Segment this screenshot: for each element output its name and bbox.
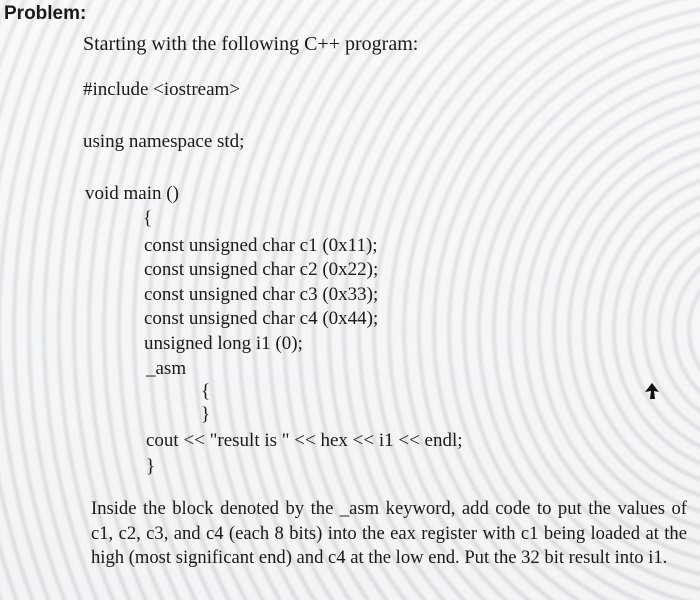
problem-heading: Problem: [4, 3, 87, 24]
code-include: #include <iostream> [83, 79, 241, 100]
code-main-signature: void main () [85, 183, 179, 204]
code-close-brace: } [146, 456, 156, 477]
code-asm-close-brace: } [201, 404, 211, 425]
code-cout-line: cout << "result is " << hex << i1 << endl; [146, 430, 463, 451]
code-line-c2: const unsigned char c2 (0x22); [144, 259, 379, 280]
task-paragraph: Inside the block denoted by the _asm keyword, add code to put the values of c1, c2, c3, and c4 (each 8 bits) into the eax register with c1 being loaded at the high (most significant end) and c4 at the low end. Put the 32 bit result into i1. [91, 498, 687, 568]
code-line-c3: const unsigned char c3 (0x33); [144, 284, 379, 305]
code-line-c1: const unsigned char c1 (0x11); [144, 235, 378, 256]
cursor-icon [645, 383, 659, 399]
intro-text: Starting with the following C++ program: [83, 33, 419, 55]
code-open-brace: { [143, 208, 153, 229]
code-asm-open-brace: { [201, 381, 211, 402]
code-asm-keyword: _asm [146, 358, 187, 379]
code-line-i1: unsigned long i1 (0); [144, 333, 303, 354]
code-line-c4: const unsigned char c4 (0x44); [144, 308, 379, 329]
code-using: using namespace std; [83, 131, 245, 152]
